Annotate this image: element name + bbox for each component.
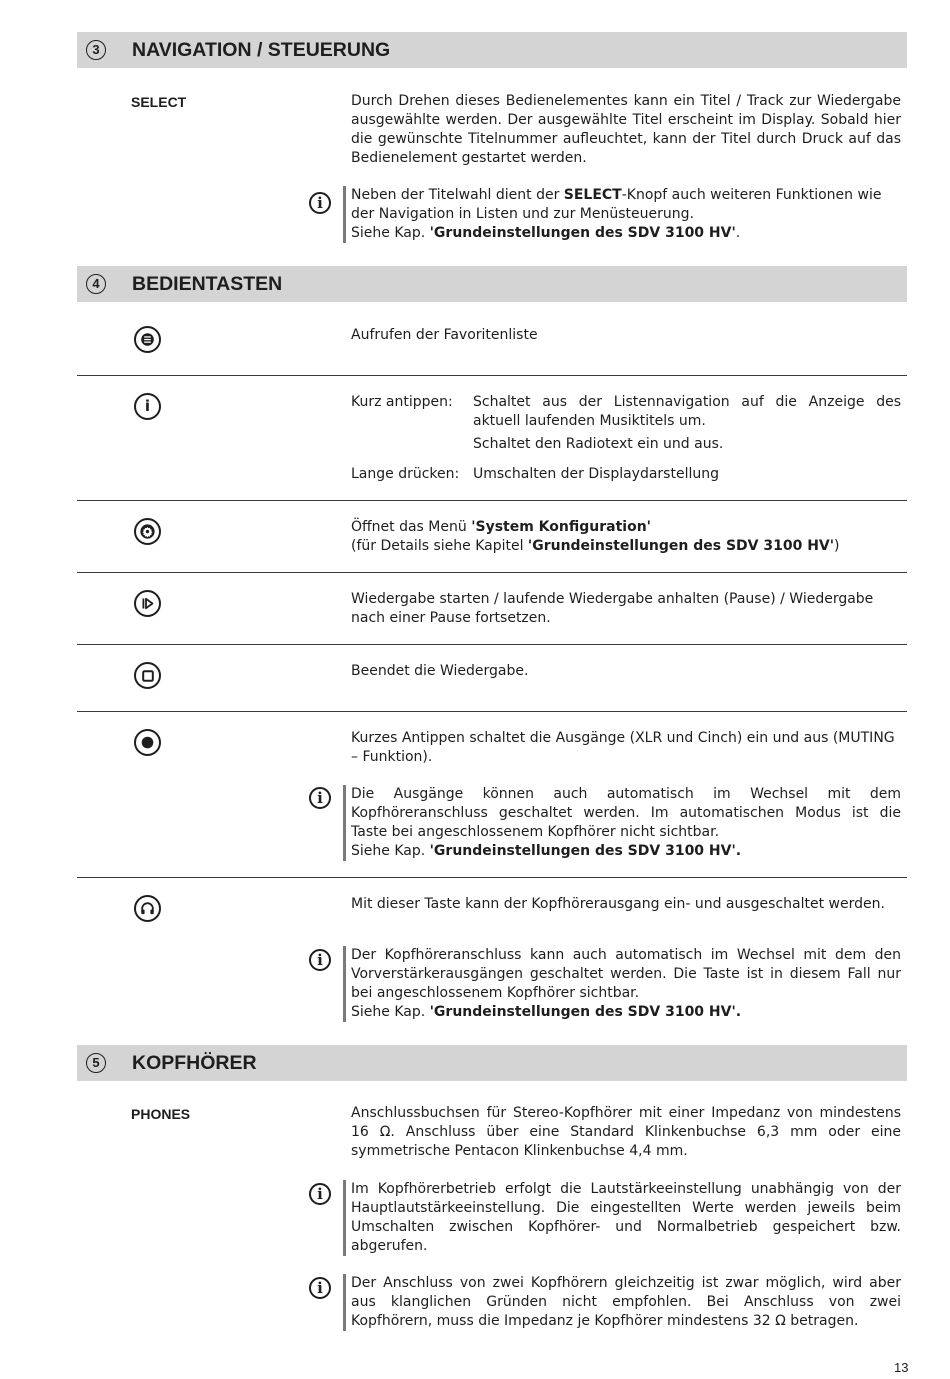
- long-press-description: Umschalten der Displaydarstellung: [473, 466, 719, 482]
- note-line: Umschalten zwischen Kopfhörer- und Normalbetrieb gespeichert bzw.: [351, 1219, 901, 1235]
- note-line: Siehe Kap. 'Grundeinstellungen des SDV 3100 HV'.: [351, 225, 741, 241]
- short-press-label: Kurz antippen:: [351, 394, 453, 410]
- section-header-buttons: [77, 266, 907, 302]
- note-line: Siehe Kap. 'Grundeinstellungen des SDV 3100 HV'.: [351, 843, 742, 859]
- divider: [77, 572, 907, 573]
- phones-note-two-headphones: [343, 1274, 901, 1331]
- note-line: Hauptlautstärkeeinstellung. Die eingestellten Werte werden jeweils beim: [351, 1200, 901, 1216]
- note-line: Im Kopfhörerbetrieb erfolgt die Lautstärkeeinstellung unabhängig von der: [351, 1181, 901, 1197]
- short-press-description: [473, 393, 901, 454]
- headphone-description: Mit dieser Taste kann der Kopfhörerausgang ein- und ausgeschaltet werden.: [351, 896, 885, 912]
- gear-icon: [134, 518, 161, 545]
- mute-icon: [134, 729, 161, 756]
- text-line: nach einer Pause fortsetzen.: [351, 610, 551, 626]
- select-label: SELECT: [131, 94, 187, 110]
- note-line: Neben der Titelwahl dient der SELECT-Knopf auch weiteren Funktionen wie: [351, 187, 882, 203]
- info-icon: i: [309, 949, 331, 971]
- section-title: NAVIGATION / STEUERUNG: [132, 39, 391, 61]
- text-line: ausgewählte werden. Der ausgewählte Titel erscheint im Display. Sobald hier: [351, 112, 901, 128]
- page-number: 13: [894, 1360, 909, 1375]
- text-line: Durch Drehen dieses Bedienelementes kann ein Titel / Track zur Wiedergabe: [351, 93, 901, 109]
- note-line: Der Anschluss von zwei Kopfhörern gleichzeitig ist zwar möglich, wird aber: [351, 1275, 901, 1291]
- text-line: Anschlussbuchsen für Stereo-Kopfhörer mit einer Impedanz von mindestens: [351, 1105, 901, 1121]
- text-line: – Funktion).: [351, 749, 433, 765]
- note-line: abgerufen.: [351, 1238, 428, 1254]
- phones-label: PHONES: [131, 1106, 191, 1122]
- mute-note: [343, 785, 901, 861]
- play-description: [351, 590, 901, 628]
- info-icon: i: [309, 1183, 331, 1205]
- text-line: symmetrische Pentacon Klinkenbuchse 4,4 mm.: [351, 1143, 688, 1159]
- info-icon: i: [309, 1277, 331, 1299]
- note-line: Siehe Kap. 'Grundeinstellungen des SDV 3100 HV'.: [351, 1004, 742, 1020]
- section-title: BEDIENTASTEN: [132, 273, 283, 295]
- note-line: Die Ausgänge können auch automatisch im Wechsel mit dem: [351, 786, 901, 802]
- list-icon: [134, 326, 161, 353]
- divider: [77, 644, 907, 645]
- long-press-label: Lange drücken:: [351, 466, 460, 482]
- text-line: 16 Ω. Anschluss über eine Standard Klinkenbuchse 6,3 mm oder eine: [351, 1124, 901, 1140]
- divider: [77, 500, 907, 501]
- note-line: Kopfhöreranschluss geschaltet werden. Im automatischen Modus ist die: [351, 805, 901, 821]
- info-icon: i: [309, 192, 331, 214]
- text-line: Wiedergabe starten / laufende Wiedergabe anhalten (Pause) / Wiedergabe: [351, 591, 874, 607]
- note-line: der Navigation in Listen und zur Menüsteuerung.: [351, 206, 694, 222]
- section-number: 4: [86, 274, 106, 294]
- select-note: [343, 186, 901, 243]
- info-button-icon: i: [134, 393, 161, 420]
- note-line: Vorverstärkerausgängen geschaltet werden. Die Taste ist in diesem Fall nur: [351, 966, 901, 982]
- text-line: aktuell laufenden Musiktitels um.: [473, 413, 706, 429]
- divider: [77, 711, 907, 712]
- stop-icon: [134, 662, 161, 689]
- text-line: Schaltet aus der Listennavigation auf die Anzeige des: [473, 394, 901, 410]
- note-line: bei angeschlossenem Kopfhörer sichtbar.: [351, 985, 640, 1001]
- note-line: aus klanglichen Gründen nicht empfohlen. Bei Anschluss von zwei: [351, 1294, 901, 1310]
- text-line: Öffnet das Menü 'System Konfiguration': [351, 519, 651, 535]
- text-line: die gewünschte Titelnummer aufleuchtet, kann der Titel durch Druck auf das: [351, 131, 901, 147]
- text-line: (für Details siehe Kapitel 'Grundeinstellungen des SDV 3100 HV'): [351, 538, 840, 554]
- text-line: Bedienelement gestartet werden.: [351, 150, 587, 166]
- note-line: Kopfhörern, muss die Impedanz je Kopfhörer mindestens 32 Ω betragen.: [351, 1313, 859, 1329]
- settings-description: [351, 518, 901, 556]
- section-header-headphones: [77, 1045, 907, 1081]
- info-icon: i: [309, 787, 331, 809]
- divider: [77, 877, 907, 878]
- section-title: KOPFHÖRER: [132, 1052, 257, 1074]
- note-line: Der Kopfhöreranschluss kann auch automatisch im Wechsel mit dem den: [351, 947, 901, 963]
- divider: [77, 375, 907, 376]
- stop-description: Beendet die Wiedergabe.: [351, 663, 529, 679]
- play-pause-icon: [134, 590, 161, 617]
- section-header-navigation: [77, 32, 907, 68]
- section-number: 3: [86, 40, 106, 60]
- mute-description: [351, 729, 901, 767]
- phones-description: [351, 1104, 901, 1161]
- note-line: Taste bei angeschlossenem Kopfhörer nicht sichtbar.: [351, 824, 720, 840]
- text-line: Kurzes Antippen schaltet die Ausgänge (XLR und Cinch) ein und aus (MUTING: [351, 730, 895, 746]
- text-line: Schaltet den Radiotext ein und aus.: [473, 436, 724, 452]
- section-number: 5: [86, 1053, 106, 1073]
- favorites-description: Aufrufen der Favoritenliste: [351, 327, 538, 343]
- phones-note-volume: [343, 1180, 901, 1256]
- select-description: [351, 92, 901, 168]
- headphone-icon: [134, 895, 161, 922]
- headphone-note: [343, 946, 901, 1022]
